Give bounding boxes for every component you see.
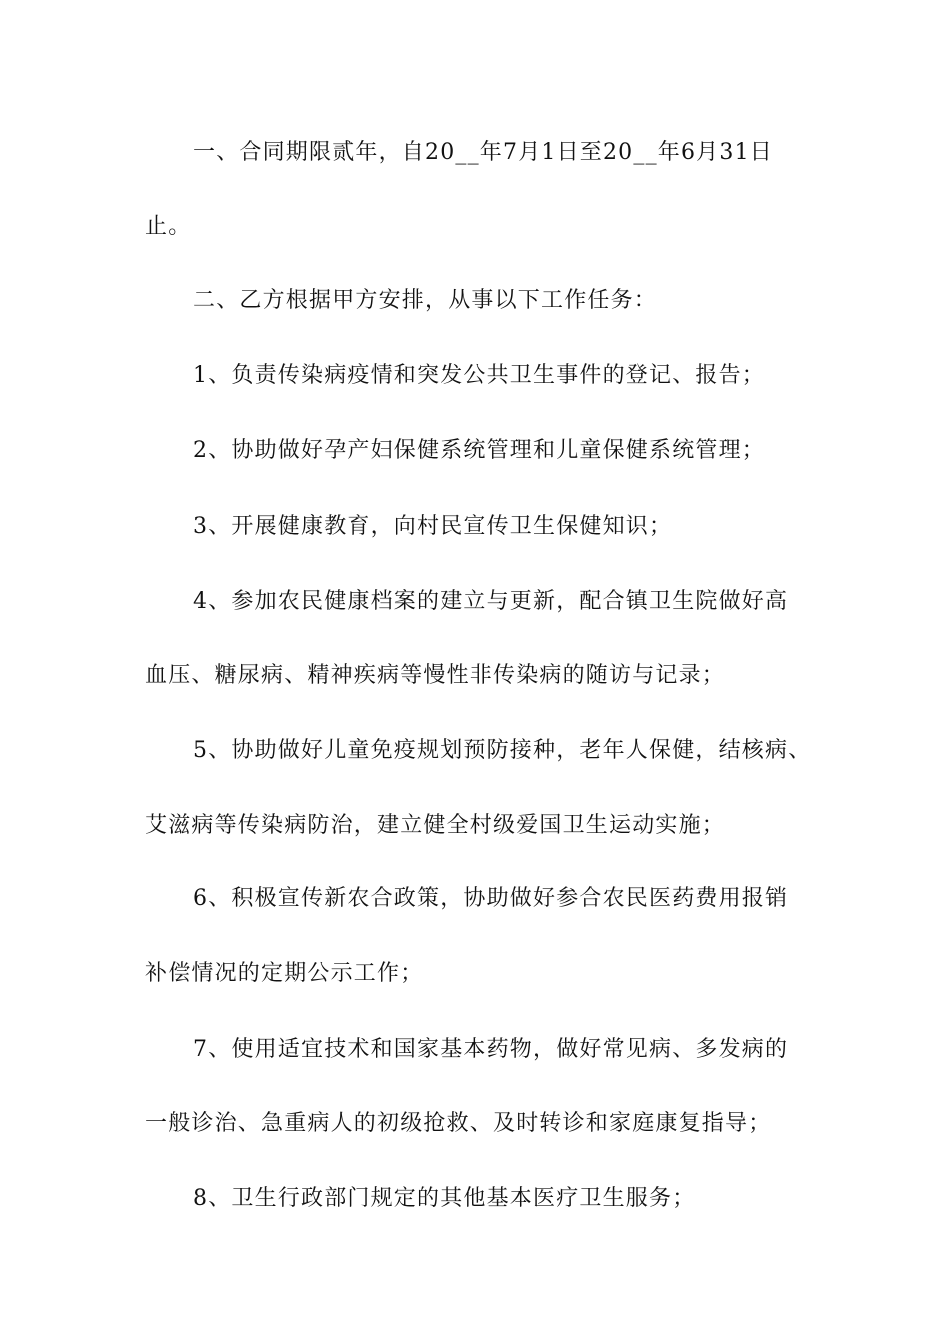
paragraph-line: 血压、糖尿病、精神疾病等慢性非传染病的随访与记录；	[145, 663, 726, 688]
paragraph-line: 一、合同期限贰年，自20__年7月1日至20__年6月31日	[193, 140, 773, 165]
paragraph-line: 补偿情况的定期公示工作；	[145, 961, 424, 986]
paragraph-line: 6、积极宣传新农合政策，协助做好参合农民医药费用报销	[193, 886, 789, 911]
paragraph-line: 3、开展健康教育，向村民宣传卫生保健知识；	[193, 514, 673, 539]
paragraph-line: 1、负责传染病疫情和突发公共卫生事件的登记、报告；	[193, 363, 765, 388]
paragraph-line: 5、协助做好儿童免疫规划预防接种，老年人保健，结核病、	[193, 738, 812, 763]
paragraph-line: 一般诊治、急重病人的初级抢救、及时转诊和家庭康复指导；	[145, 1111, 772, 1136]
paragraph-line: 7、使用适宜技术和国家基本药物，做好常见病、多发病的	[193, 1037, 789, 1062]
paragraph-line: 二、乙方根据甲方安排，从事以下工作任务：	[193, 288, 658, 313]
paragraph-line: 艾滋病等传染病防治，建立健全村级爱国卫生运动实施；	[145, 813, 726, 838]
paragraph-line: 8、卫生行政部门规定的其他基本医疗卫生服务；	[193, 1186, 696, 1211]
paragraph-line: 4、参加农民健康档案的建立与更新，配合镇卫生院做好高	[193, 589, 789, 614]
paragraph-line: 止。	[145, 214, 192, 239]
paragraph-line: 2、协助做好孕产妇保健系统管理和儿童保健系统管理；	[193, 438, 765, 463]
